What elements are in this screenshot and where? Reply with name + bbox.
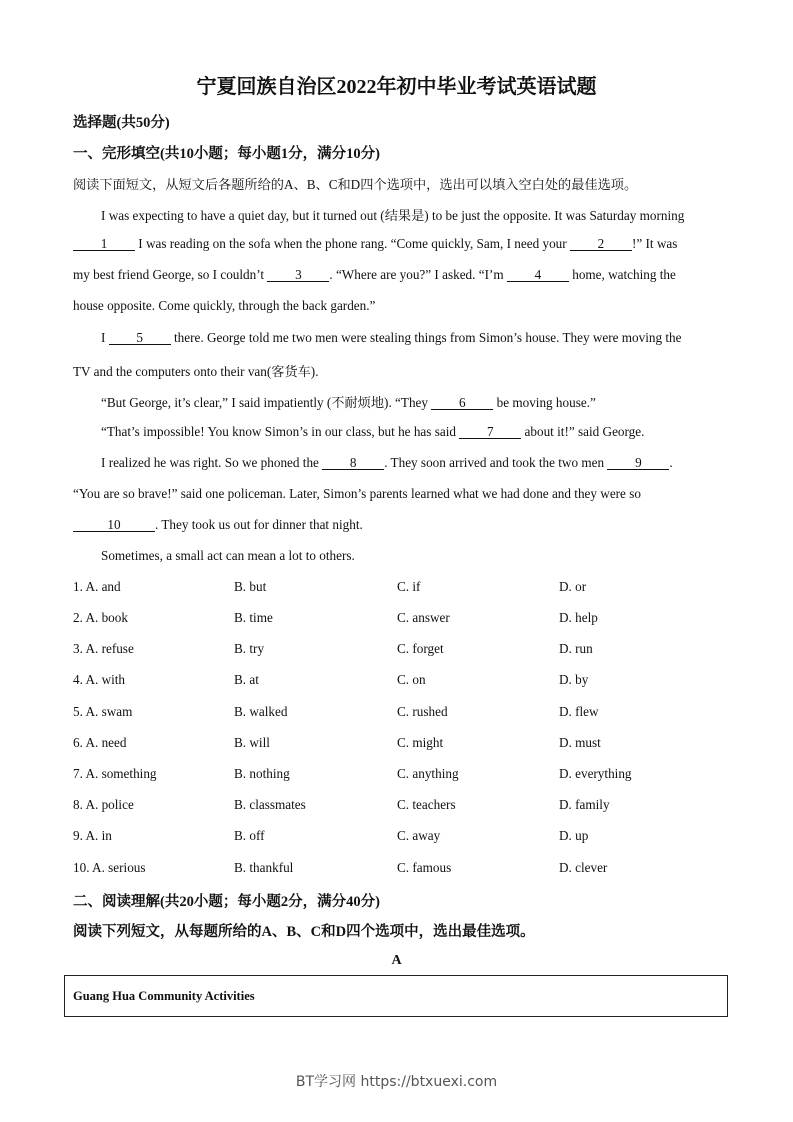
option-b: B. thankful [234, 860, 294, 875]
option-c: C. forget [397, 641, 444, 656]
option-row [73, 828, 753, 846]
option-d: D. or [559, 579, 587, 594]
watermark-footer[interactable]: BT学习网 https://btxuexi.com [295, 1074, 498, 1090]
option-b: B. at [234, 672, 259, 687]
part2-heading: 二、阅读理解(共20小题；每小题2分，满分40分) [73, 894, 380, 910]
passage-line: TV and the computers onto their van(客货车). [73, 364, 319, 379]
passage-text: “That’s impossible! You know Simon’s in our class, but he has said [101, 424, 456, 439]
part2-instruction: 阅读下列短文，从每题所给的A、B、C和D四个选项中，选出最佳选项。 [73, 924, 535, 940]
passage-text: . “Where are you?” I asked. “I’m [329, 267, 504, 282]
passage-line: Sometimes, a small act can mean a lot to others. [101, 548, 355, 563]
option-c: C. famous [397, 860, 452, 875]
option-c: C. answer [397, 610, 450, 625]
option-row [73, 579, 753, 597]
option-d: D. by [559, 672, 589, 687]
option-b: B. will [234, 735, 270, 750]
blank-1: 1 [73, 237, 135, 251]
passage-line [73, 517, 363, 533]
passage-text: I realized he was right. So we phoned the [101, 455, 319, 470]
option-a: 9. A. in [73, 828, 112, 843]
section-choice-heading: 选择题(共50分) [73, 115, 170, 131]
option-d: D. everything [559, 766, 632, 781]
option-a: 8. A. police [73, 797, 134, 812]
passage-text: I was reading on the sofa when the phone rang. “Come quickly, Sam, I need your [138, 236, 567, 251]
passage-text: I [101, 330, 106, 345]
option-a: 2. A. book [73, 610, 128, 625]
option-c: C. if [397, 579, 421, 594]
option-c: C. anything [397, 766, 459, 781]
passage-line: house opposite. Come quickly, through the back garden.” [73, 298, 376, 313]
option-b: B. nothing [234, 766, 290, 781]
option-d: D. clever [559, 860, 608, 875]
passage-text: . They soon arrived and took the two men [384, 455, 605, 470]
option-a: 1. A. and [73, 579, 121, 594]
blank-6: 6 [431, 396, 493, 410]
blank-9: 9 [607, 456, 669, 470]
option-c: C. away [397, 828, 441, 843]
passage-line [101, 424, 644, 440]
option-row [73, 704, 753, 722]
option-d: D. flew [559, 704, 599, 719]
passage-line: “You are so brave!” said one policeman. Later, Simon’s parents learned what we had done and they were so [73, 486, 641, 501]
passage-text: . They took us out for dinner that night. [155, 517, 363, 532]
passage-text: !” It was [631, 236, 678, 251]
option-b: B. off [234, 828, 265, 843]
option-c: C. might [397, 735, 444, 750]
passage-line [101, 330, 682, 346]
option-a: 7. A. something [73, 766, 157, 781]
option-b: B. classmates [234, 797, 306, 812]
blank-4: 4 [507, 268, 569, 282]
blank-2: 2 [570, 237, 632, 251]
option-row [73, 672, 753, 690]
passage-line [101, 392, 596, 411]
option-a: 3. A. refuse [73, 641, 134, 656]
option-row [73, 641, 753, 659]
passage-line [73, 236, 677, 252]
passage-text: be moving house.” [496, 395, 596, 410]
option-b: B. time [234, 610, 273, 625]
option-b: B. walked [234, 704, 288, 719]
option-c: C. rushed [397, 704, 448, 719]
option-d: D. help [559, 610, 598, 625]
blank-10: 10 [73, 518, 155, 532]
option-d: D. family [559, 797, 610, 812]
option-d: D. run [559, 641, 593, 656]
option-c: C. on [397, 672, 426, 687]
option-row [73, 766, 753, 784]
option-a: 4. A. with [73, 672, 126, 687]
option-row [73, 860, 753, 878]
blank-8: 8 [322, 456, 384, 470]
blank-3: 3 [267, 268, 329, 282]
passage-text: . [669, 455, 673, 470]
passage-line: I was expecting to have a quiet day, but it turned out (结果是) to be just the opposite. It was Saturday morning [101, 208, 685, 223]
blank-7: 7 [459, 425, 521, 439]
section-a-label: A [391, 953, 402, 968]
passage-text: “But George, it’s clear,” I said impatiently (不耐烦地). “They [101, 395, 428, 410]
passage-text: my best friend George, so I couldn’t [73, 267, 265, 282]
passage-line [73, 267, 676, 283]
page-title: 宁夏回族自治区2022年初中毕业考试英语试题 [196, 76, 597, 98]
passage-text: home, watching the [572, 267, 676, 282]
option-a: 6. A. need [73, 735, 127, 750]
option-a: 5. A. swam [73, 704, 133, 719]
part1-heading: 一、完形填空(共10小题；每小题1分，满分10分) [73, 146, 380, 162]
option-d: D. up [559, 828, 589, 843]
activities-table-header [64, 975, 728, 1017]
option-d: D. must [559, 735, 601, 750]
option-row [73, 735, 753, 753]
option-b: B. but [234, 579, 267, 594]
option-row [73, 610, 753, 628]
passage-line [101, 455, 673, 471]
blank-5: 5 [109, 331, 171, 345]
option-b: B. try [234, 641, 265, 656]
option-a: 10. A. serious [73, 860, 146, 875]
option-row [73, 797, 753, 815]
option-c: C. teachers [397, 797, 456, 812]
passage-text: there. George told me two men were stealing things from Simon’s house. They were moving the [174, 330, 682, 345]
part1-instruction: 阅读下面短文，从短文后各题所给的A、B、C和D四个选项中，选出可以填入空白处的最佳选项。 [73, 177, 638, 192]
passage-text: about it!” said George. [524, 424, 645, 439]
activities-table-title: Guang Hua Community Activities [73, 989, 255, 1003]
